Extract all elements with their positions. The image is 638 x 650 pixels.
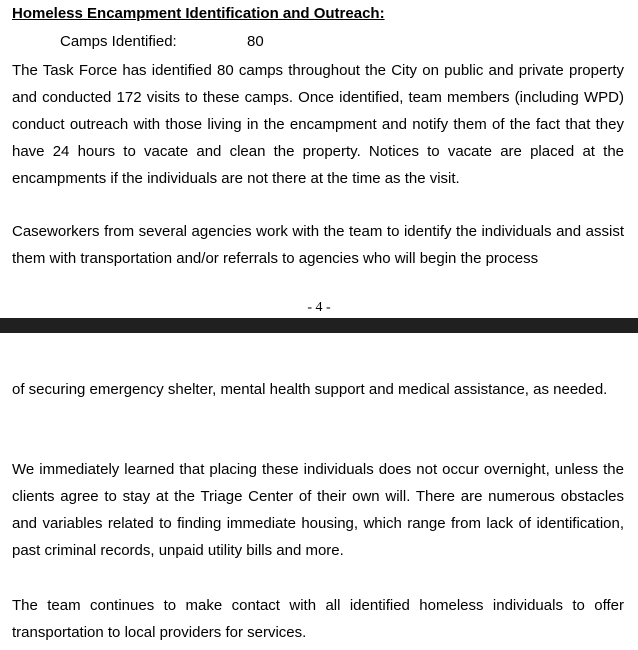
paragraph-team-contact: The team continues to make contact with all identified homeless individuals to offer transportation to local providers for services.: [12, 597, 624, 641]
paragraph-caseworkers: Caseworkers from several agencies work with the team to identify the individuals and assist them with transportation and/or referrals to agencies who will begin the process: [12, 223, 624, 267]
camps-identified-value: 80: [247, 33, 264, 50]
camps-identified-row: [60, 32, 264, 52]
paragraph-continuation: of securing emergency shelter, mental health support and medical assistance, as needed.: [12, 381, 608, 398]
paragraph-placement: We immediately learned that placing these individuals does not occur overnight, unless the clients agree to stay at the Triage Center of their own will. There are numerous obstacles and variables related to finding immediate housing, which range from lack of identification, past criminal records, unpaid utility bills and more.: [12, 461, 624, 559]
document-page-top: [0, 0, 638, 318]
paragraph-task-force: The Task Force has identified 80 camps throughout the City on public and private property and conducted 172 visits to these camps. Once identified, team members (including WPD) conduct outreach with those living in the encampment and notify them of the fact that they have 24 hours to vacate and clean the property. Notices to vacate are placed at the encampments if the individuals are not there at the time as the visit.: [12, 62, 624, 187]
page-number: - 4 -: [307, 300, 331, 315]
section-heading: Homeless Encampment Identification and Outreach:: [12, 5, 385, 22]
camps-identified-label: Camps Identified:: [60, 33, 177, 50]
page-break-divider: [0, 318, 638, 333]
